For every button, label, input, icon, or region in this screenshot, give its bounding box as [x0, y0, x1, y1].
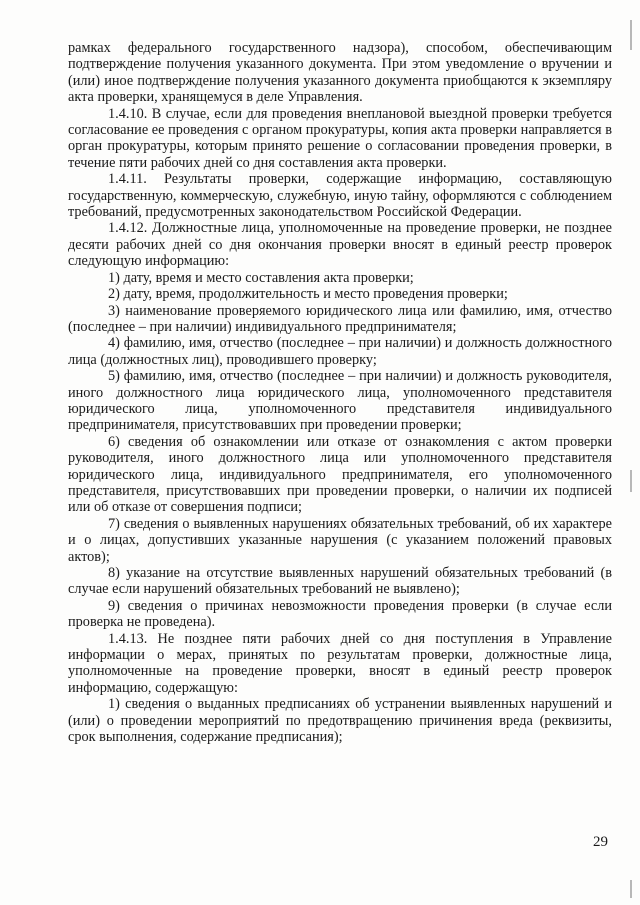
body-text [68, 40, 612, 745]
scan-edge-mark [630, 470, 632, 492]
list-item: 1) дату, время и место составления акта проверки; [108, 269, 414, 286]
list-item: 9) сведения о причинах невозможности проведения проверки (в случае если проверка не проведена). [68, 597, 612, 631]
list-item: 2) дату, время, продолжительность и место проведения проверки; [108, 286, 508, 303]
list-item: 1) сведения о выданных предписаниях об устранении выявленных нарушений и (или) о проведении мероприятий по предотвращению причинения вреда (реквизиты, срок выполнения, содержание предписания); [68, 696, 612, 746]
paragraph: рамках федерального государственного надзора), способом, обеспечивающим подтверждение получения указанного документа. При этом уведомление о вручении и (или) иное подтверждение получения указанного документа приобщаются к экземпляру акта проверки, хранящемуся в деле Управления. [68, 40, 612, 106]
list-item: 4) фамилию, имя, отчество (последнее – при наличии) и должность должностного лица (должностных лиц), проводившего проверку; [68, 335, 612, 368]
list-item: 7) сведения о выявленных нарушениях обязательных требований, об их характере и о лицах, допустивших указанные нарушения (с указанием положений правовых актов); [68, 515, 612, 565]
list-item: 6) сведения об ознакомлении или отказе от ознакомления с актом проверки руководителя, иного должностного лица или уполномоченного представителя юридического лица, индивидуального предпринимателя, его уполномоченного представителя, присутствовавших при проведении проверки, о наличии их подписей или об отказе от совершения подписи; [68, 433, 612, 516]
page-number: 29 [593, 834, 608, 850]
paragraph: 1.4.13. Не позднее пяти рабочих дней со дня поступления в Управление информации о мерах, принятых по результатам проверки, должностные лица, уполномоченные на проведение проверки, вносят в единый реестр проверок информацию, содержащую: [68, 630, 612, 696]
list-item: 8) указание на отсутствие выявленных нарушений обязательных требований (в случае если нарушений обязательных требований не выявлено); [68, 565, 612, 598]
paragraph: 1.4.10. В случае, если для проведения внеплановой выездной проверки требуется согласование ее проведения с органом прокуратуры, копия акта проверки направляется в орган прокуратуры, которым принято решение о согласовании проведения проверки, в течение пяти рабочих дней со дня составления акта проверки. [68, 105, 612, 171]
scan-edge-mark [630, 880, 632, 898]
scan-edge-mark [630, 20, 632, 50]
list-item: 3) наименование проверяемого юридического лица или фамилию, имя, отчество (последнее – при наличии) индивидуального предпринимателя; [68, 302, 612, 335]
paragraph: 1.4.11. Результаты проверки, содержащие информацию, составляющую государственную, коммерческую, служебную, иную тайну, оформляются с соблюдением требований, предусмотренных законодательством Российской Федерации. [68, 171, 612, 221]
paragraph: 1.4.12. Должностные лица, уполномоченные на проведение проверки, не позднее десяти рабочих дней со дня окончания проверки вносят в единый реестр проверок следующую информацию: [68, 220, 612, 270]
list-item: 5) фамилию, имя, отчество (последнее – при наличии) и должность руководителя, иного должностного лица юридического лица, уполномоченного представителя юридического лица, уполномоченного представителя индивидуального предпринимателя, присутствовавших при проведении проверки; [68, 368, 612, 434]
